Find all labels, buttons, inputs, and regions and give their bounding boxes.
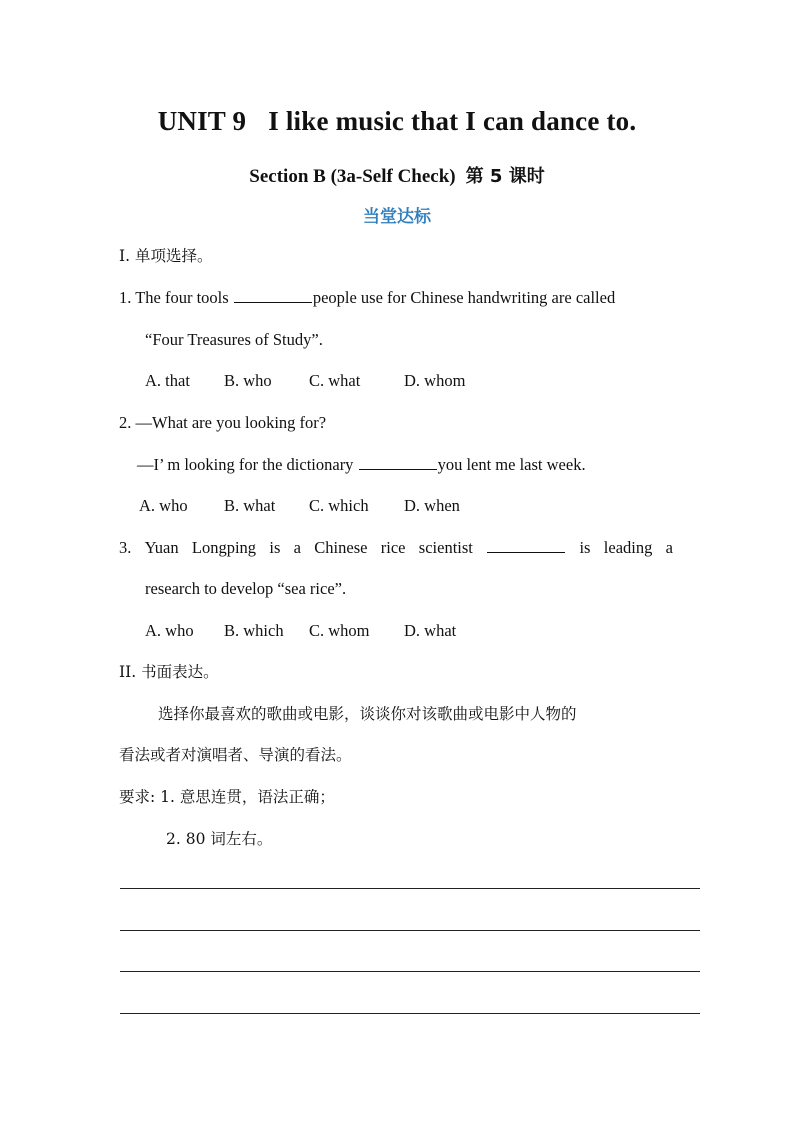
section-tag: 当堂达标 (363, 207, 431, 227)
requirement-2: 2. 80 词左右。 (166, 830, 273, 848)
unit-title: I like music that I can dance to. (268, 106, 637, 136)
question-2-line-2: —I’ m looking for the dictionary you lent me last week. (137, 455, 586, 474)
page-title (0, 106, 794, 137)
question-3-line-1: 3. Yuan Longping is a Chinese rice scientist is leading a (119, 538, 673, 557)
question-1-line-1: 1. The four tools people use for Chinese handwriting are called (119, 288, 616, 307)
question-2-line-1: 2. —What are you looking for? (119, 413, 327, 432)
part2-heading: II. 书面表达。 (119, 663, 219, 681)
q3-option-c[interactable]: C. whom (309, 621, 370, 640)
question-3-line-2: research to develop “sea rice”. (145, 579, 347, 598)
page-subtitle (0, 162, 794, 188)
question-1-line-2: “Four Treasures of Study”. (145, 330, 323, 349)
section-label: Section B (3a-Self Check) (249, 166, 456, 187)
q2-option-d[interactable]: D. when (404, 496, 460, 515)
q2-option-a[interactable]: A. who (139, 496, 188, 515)
writing-line-1[interactable] (120, 888, 700, 889)
q3-option-a[interactable]: A. who (145, 621, 194, 640)
lesson-label: 第 5 课时 (465, 166, 545, 187)
q2-option-c[interactable]: C. which (309, 496, 369, 515)
q3-option-d[interactable]: D. what (404, 621, 457, 640)
answer-blank-3[interactable] (487, 538, 565, 553)
requirement-1: 要求: 1. 意思连贯，语法正确； (119, 788, 335, 806)
writing-prompt-line-1: 选择你最喜欢的歌曲或电影，谈谈你对该歌曲或电影中人物的 (158, 705, 577, 723)
writing-line-2[interactable] (120, 930, 700, 931)
q1-option-d[interactable]: D. whom (404, 371, 466, 390)
q1-option-b[interactable]: B. who (224, 371, 272, 390)
writing-prompt-line-2: 看法或者对演唱者、导演的看法。 (119, 746, 352, 764)
part1-heading: I. 单项选择。 (119, 247, 213, 265)
writing-line-3[interactable] (120, 971, 700, 972)
answer-blank-2[interactable] (359, 455, 437, 470)
q2-option-b[interactable]: B. what (224, 496, 276, 515)
unit-label: UNIT 9 (157, 106, 247, 136)
q1-option-c[interactable]: C. what (309, 371, 361, 390)
writing-line-4[interactable] (120, 1013, 700, 1014)
q1-option-a[interactable]: A. that (145, 371, 190, 390)
q3-option-b[interactable]: B. which (224, 621, 284, 640)
answer-blank-1[interactable] (234, 288, 312, 303)
